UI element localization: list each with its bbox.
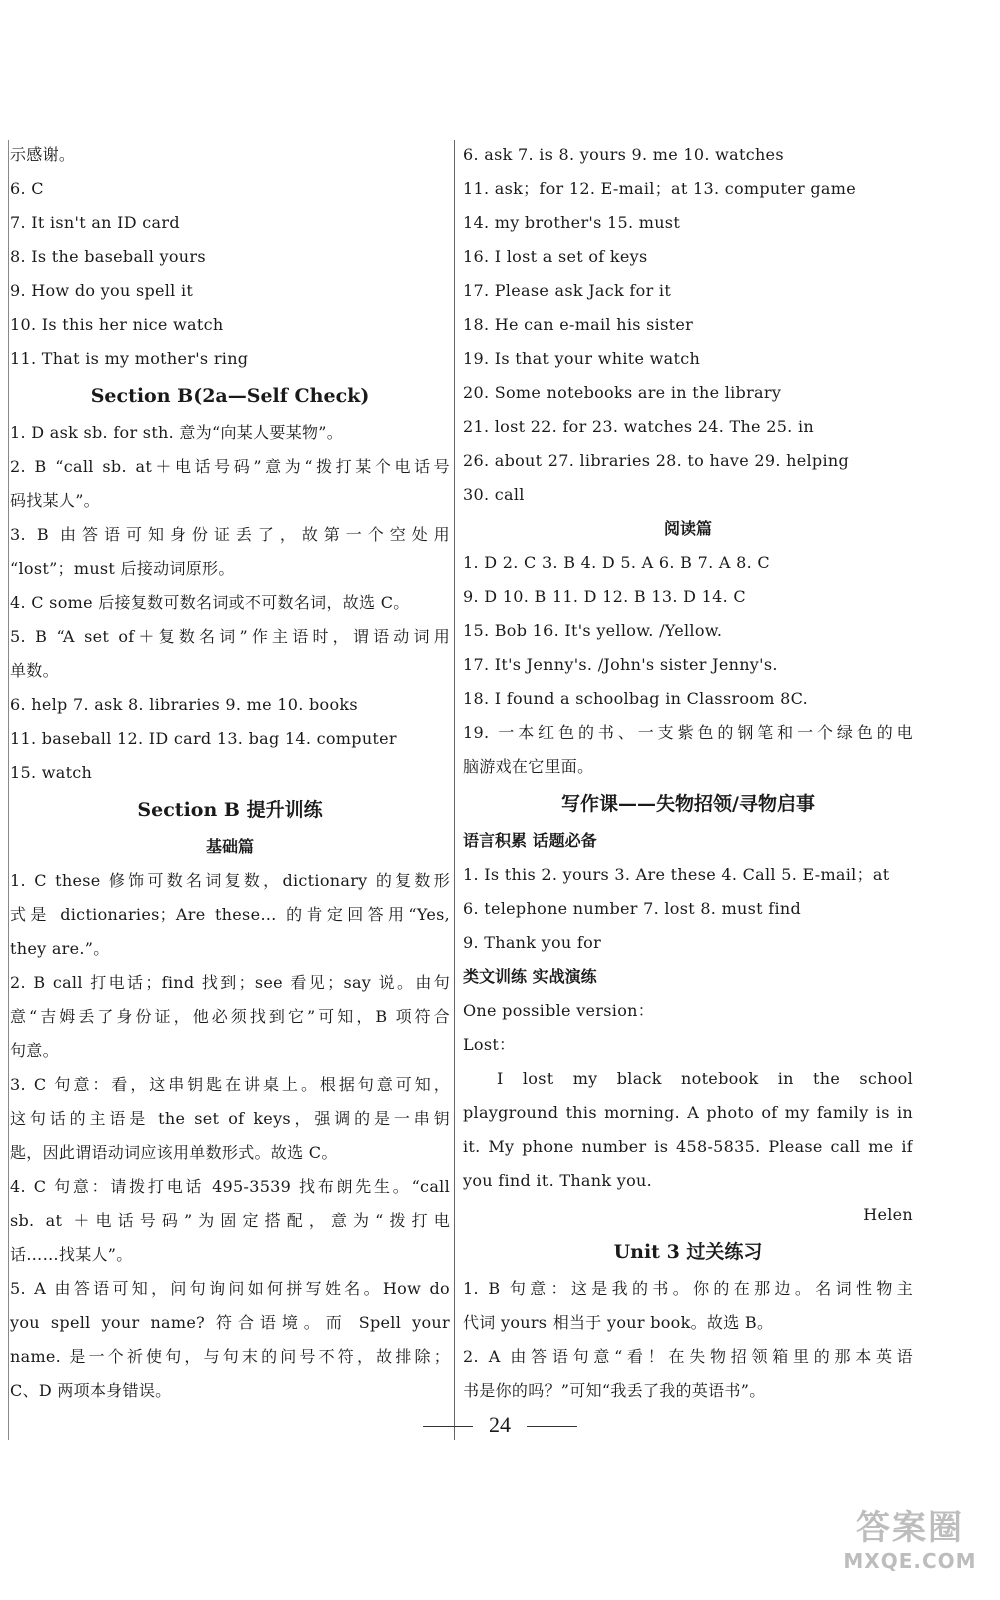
- answer-line: 示感谢。: [10, 145, 76, 164]
- footer-rule: [527, 1426, 577, 1427]
- section-heading: Unit 3 过关练习: [613, 1241, 763, 1263]
- page-number: [0, 1412, 1000, 1438]
- answer-line: 匙，因此谓语动词应该用单数形式。故选 C。: [10, 1143, 338, 1162]
- answer-line: 1. C these 修饰可数名词复数，dictionary 的复数形: [10, 871, 450, 890]
- answer-line: 30. call: [463, 485, 525, 504]
- essay-line: it. My phone number is 458-5835. Please call me if: [463, 1137, 913, 1156]
- answer-line: 11. baseball 12. ID card 13. bag 14. computer: [10, 729, 397, 748]
- answer-line: 书是你的吗？”可知“我丢了我的英语书”。: [463, 1381, 766, 1400]
- subsection-heading: 基础篇: [205, 837, 254, 856]
- answer-line: 单数。: [10, 661, 59, 680]
- answer-line: C、D 两项本身错误。: [10, 1381, 172, 1400]
- answer-line: 9. D 10. B 11. D 12. B 13. D 14. C: [463, 587, 746, 606]
- essay-line: you find it. Thank you.: [463, 1171, 653, 1190]
- answer-line: 6. help 7. ask 8. libraries 9. me 10. books: [10, 695, 358, 714]
- answer-line: 15. Bob 16. It's yellow. /Yellow.: [463, 621, 723, 640]
- answer-line: 脑游戏在它里面。: [463, 757, 594, 776]
- answer-line: 8. Is the baseball yours: [10, 247, 206, 266]
- answer-line: 话……找某人”。: [10, 1245, 133, 1264]
- answer-line: you spell your name? 符合语境。而 Spell your: [10, 1313, 450, 1332]
- answer-line: 1. B 句意：这是我的书。你的在那边。名词性物主: [463, 1279, 913, 1298]
- answer-line: 18. I found a schoolbag in Classroom 8C.: [463, 689, 808, 708]
- site-watermark: [840, 1500, 980, 1580]
- left-margin-rule: [8, 140, 9, 1440]
- answer-line: 19. Is that your white watch: [463, 349, 701, 368]
- answer-line: 26. about 27. libraries 28. to have 29. helping: [463, 451, 850, 470]
- section-heading: Section B 提升训练: [137, 799, 323, 821]
- answer-line: 代词 yours 相当于 your book。故选 B。: [463, 1313, 774, 1332]
- answer-line: 1. Is this 2. yours 3. Are these 4. Call 5. E-mail；at: [463, 865, 890, 884]
- answer-line: 15. watch: [10, 763, 93, 782]
- answer-line: 9. How do you spell it: [10, 281, 194, 300]
- answer-line: One possible version：: [463, 1001, 655, 1020]
- answer-line: “lost”；must 后接动词原形。: [10, 559, 235, 578]
- answer-line: 3. C 句意：看，这串钥匙在讲桌上。根据句意可知，: [10, 1075, 450, 1094]
- left-column: [10, 138, 450, 1408]
- answer-line: 11. That is my mother's ring: [10, 349, 249, 368]
- answer-line: 6. telephone number 7. lost 8. must find: [463, 899, 802, 918]
- answer-line: 1. D 2. C 3. B 4. D 5. A 6. B 7. A 8. C: [463, 553, 770, 572]
- answer-line: 这句话的主语是 the set of keys，强调的是一串钥: [10, 1109, 450, 1128]
- answer-line: 4. C 句意：请拨打电话 495-3539 找布朗先生。“call: [10, 1177, 450, 1196]
- answer-line: 3. B 由答语可知身份证丢了，故第一个空处用: [10, 525, 450, 544]
- watermark-url: MXQE.COM: [843, 1549, 977, 1573]
- answer-line: 6. ask 7. is 8. yours 9. me 10. watches: [463, 145, 784, 164]
- footer-rule: [423, 1426, 473, 1427]
- answer-line: 码找某人”。: [10, 491, 100, 510]
- answer-line: 句意。: [10, 1041, 59, 1060]
- answer-line: name. 是一个祈使句，与句末的问号不符，故排除；: [10, 1347, 450, 1366]
- answer-line: 4. C some 后接复数可数名词或不可数名词，故选 C。: [10, 593, 410, 612]
- answer-line: 2. B “call sb. at＋电话号码”意为“拨打某个电话号: [10, 457, 450, 476]
- section-heading: 写作课——失物招领/寻物启事: [561, 793, 815, 815]
- practice-label: 语言积累 话题必备: [463, 831, 597, 850]
- answer-line: 20. Some notebooks are in the library: [463, 383, 782, 402]
- section-heading: Section B(2a—Self Check): [90, 385, 370, 407]
- answer-line: 16. I lost a set of keys: [463, 247, 648, 266]
- answer-line: Lost：: [463, 1035, 516, 1054]
- practice-label: 类文训练 实战演练: [463, 967, 597, 986]
- page-number-text: 24: [489, 1412, 511, 1437]
- answer-line: 17. It's Jenny's. /John's sister Jenny's.: [463, 655, 778, 674]
- answer-line: 11. ask；for 12. E-mail；at 13. computer game: [463, 179, 856, 198]
- answer-line: 6. C: [10, 179, 44, 198]
- answer-line: 5. B “A set of＋复数名词”作主语时，谓语动词用: [10, 627, 450, 646]
- answer-line: 意“吉姆丢了身份证，他必须找到它”可知，B 项符合: [10, 1007, 450, 1026]
- answer-line: 19. 一本红色的书、一支紫色的钢笔和一个绿色的电: [463, 723, 913, 742]
- column-divider: [454, 140, 455, 1440]
- answer-line: 21. lost 22. for 23. watches 24. The 25. in: [463, 417, 814, 436]
- answer-line: they are.”。: [10, 939, 110, 958]
- answer-line: 2. B call 打电话；find 找到；see 看见；say 说。由句: [10, 973, 450, 992]
- essay-line: playground this morning. A photo of my family is in: [463, 1103, 913, 1122]
- answer-line: 10. Is this her nice watch: [10, 315, 224, 334]
- essay-line: I lost my black notebook in the school: [497, 1069, 913, 1088]
- answer-line: 1. D ask sb. for sth. 意为“向某人要某物”。: [10, 423, 344, 442]
- answer-line: 2. A 由答语句意“看！在失物招领箱里的那本英语: [463, 1347, 913, 1366]
- answer-line: 18. He can e-mail his sister: [463, 315, 694, 334]
- answer-line: 14. my brother's 15. must: [463, 213, 681, 232]
- subsection-heading: 阅读篇: [663, 519, 712, 538]
- right-column: [463, 138, 913, 1408]
- answer-line: 17. Please ask Jack for it: [463, 281, 672, 300]
- answer-line: sb. at ＋电话号码”为固定搭配，意为“拨打电: [10, 1211, 450, 1230]
- answer-line: 7. It isn't an ID card: [10, 213, 180, 232]
- answer-line: 式是 dictionaries；Are these… 的肯定回答用“Yes,: [10, 905, 450, 924]
- answer-line: 5. A 由答语可知，问句询问如何拼写姓名。How do: [10, 1279, 450, 1298]
- essay-signature: Helen: [863, 1205, 913, 1224]
- watermark-logo-text: 答案圈: [856, 1508, 964, 1548]
- answer-line: 9. Thank you for: [463, 933, 602, 952]
